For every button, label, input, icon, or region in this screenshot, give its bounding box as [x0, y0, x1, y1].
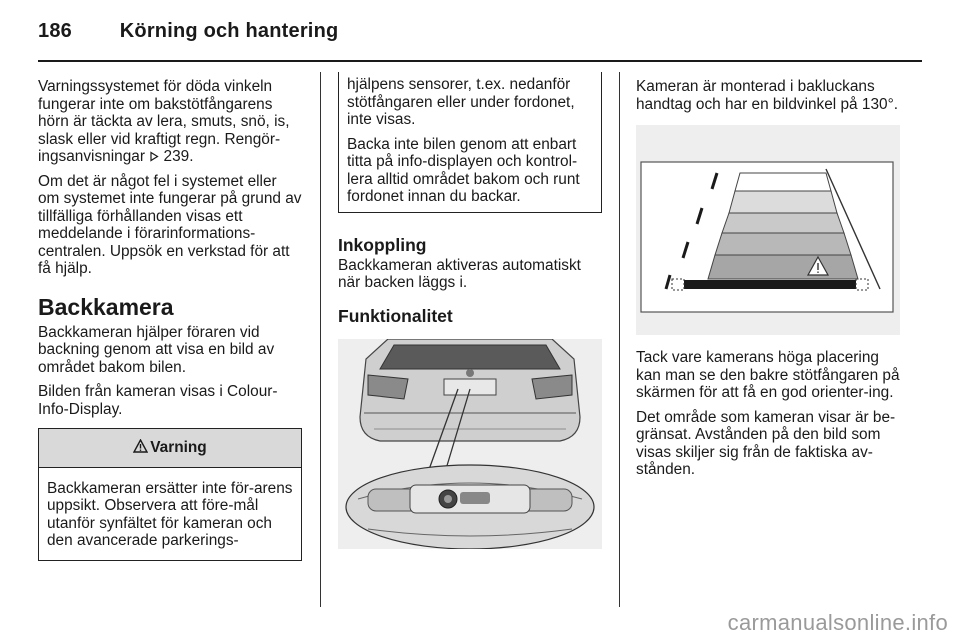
inkoppling-paragraph: Backkameran aktiveras automatiskt när backen läggs i.: [338, 256, 581, 291]
warning-title: Varning: [150, 439, 207, 456]
distance-paragraph: Det område som kameran visar är be-gränsat. Avstånden på den bild som visas skiljer sig från de faktiska av-stånden.: [636, 408, 896, 478]
backkamera-intro: Backkameran hjälper föraren vid backning genom att visa en bild av området bakom bilen.: [38, 323, 275, 376]
display-paragraph: Bilden från kameran visas i Colour-Info-Display.: [38, 383, 278, 418]
funktionalitet-heading: Funktionalitet: [338, 305, 453, 326]
warning-cont-text-1: hjälpens sensorer, t.ex. nedanför stötfångaren eller under fordonet, inte visas.: [347, 76, 575, 128]
blind-spot-paragraph: Varningssystemet för döda vinkeln fungerar inte om bakstötfångarens hörn är täckta av lera, smuts, snö, is, slask eller vid kraftigt regn. Rengör-ingsanvisningar 239.: [38, 78, 290, 165]
warning-box-continued: [338, 72, 602, 213]
column-divider-1: [320, 72, 321, 607]
camera-display-guidelines-illustration: [636, 125, 900, 335]
section-title: Körning och hantering: [119, 20, 339, 42]
header-rule: [38, 60, 922, 62]
page-header: [38, 20, 338, 43]
warning-triangle-icon: [133, 439, 148, 456]
bumper-visibility-paragraph: Tack vare kamerans höga placering kan man se den bakre stötfångaren på skärmen för att få en god orienter-ing.: [636, 349, 900, 401]
column-1: [38, 78, 302, 561]
warning-cont-text-2: Backa inte bilen genom att enbart titta på info-displayen och kontrol-lera alltid området bakom och runt fordonet innan du backar.: [347, 135, 580, 205]
warning-box: [38, 428, 302, 561]
fault-paragraph: Om det är något fel i systemet eller om systemet inte fungerar på grund av tillfälliga förhållanden visas ett meddelande i förarinformations-centralen. Uppsök en verkstad för att få hjälp.: [38, 172, 302, 277]
page-number: 186: [38, 20, 72, 42]
warning-header: [39, 429, 301, 468]
column-2: [338, 72, 602, 549]
column-divider-2: [619, 72, 620, 607]
warning-text: Backkameran ersätter inte för-arens uppsikt. Observera att före-mål utanför synfältet för kameran och den avancerade parkerings-: [47, 479, 293, 549]
right-triangle-ref-icon: [149, 148, 159, 165]
rear-camera-location-illustration: [338, 339, 602, 549]
page-reference[interactable]: 239.: [163, 148, 194, 165]
inkoppling-heading: Inkoppling: [338, 234, 427, 255]
backkamera-heading: Backkamera: [38, 293, 174, 320]
mount-paragraph: Kameran är monterad i bakluckans handtag och har en bildvinkel på 130°.: [636, 78, 899, 113]
watermark: carmanualsonline.info: [727, 610, 948, 635]
column-3: [636, 78, 904, 486]
